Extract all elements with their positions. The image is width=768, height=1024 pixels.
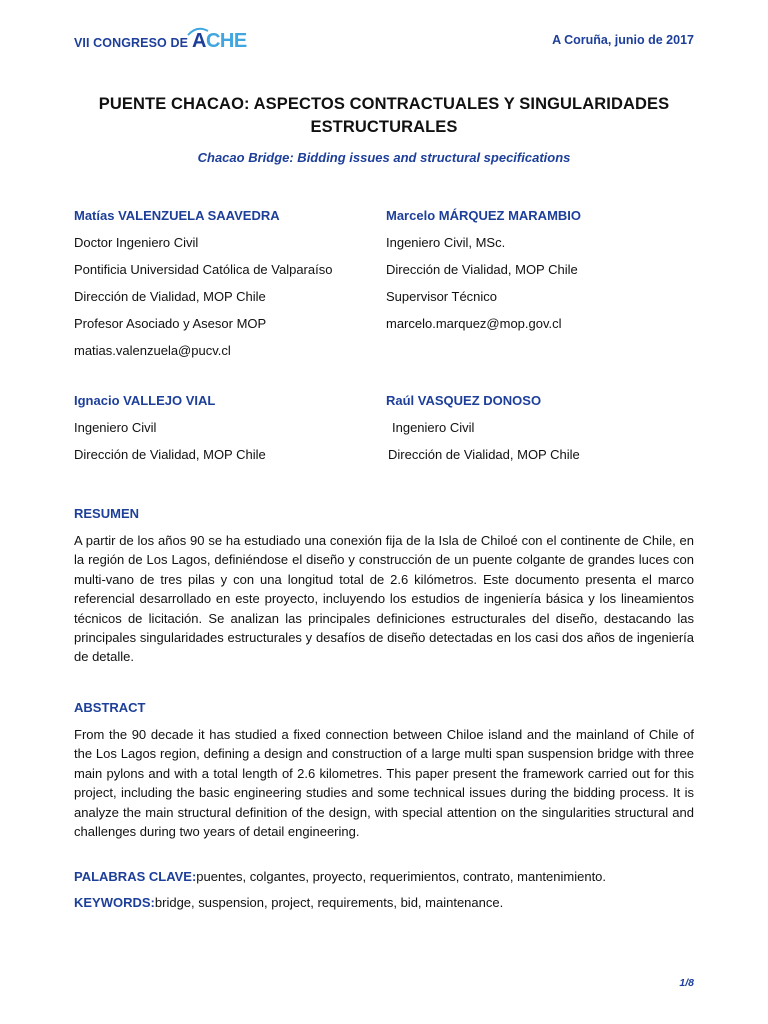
author-email: marcelo.marquez@mop.gov.cl [386, 316, 562, 331]
author-email: matias.valenzuela@pucv.cl [74, 343, 231, 358]
author-affiliation: Dirección de Vialidad, MOP Chile [74, 447, 266, 462]
location-date: A Coruña, junio de 2017 [552, 33, 694, 47]
author-block-3 [74, 387, 266, 468]
author-affiliation: Ingeniero Civil [74, 420, 157, 435]
author-block-4 [386, 387, 580, 468]
congress-label: VII CONGRESO DE [74, 35, 189, 50]
author-affiliation: Ingeniero Civil, MSc. [386, 235, 506, 250]
palabras-clave-label: PALABRAS CLAVE: [74, 869, 197, 884]
palabras-clave [74, 869, 606, 884]
author-affiliation: Dirección de Vialidad, MOP Chile [74, 289, 266, 304]
keywords [74, 895, 503, 910]
paper-subtitle: Chacao Bridge: Bidding issues and structural specifications [197, 150, 571, 165]
author-affiliation: Dirección de Vialidad, MOP Chile [388, 447, 580, 462]
author-name: Marcelo MÁRQUEZ MARAMBIO [386, 208, 582, 223]
keywords-value: bridge, suspension, project, requirements, bid, maintenance. [154, 895, 504, 910]
author-affiliation: Dirección de Vialidad, MOP Chile [386, 262, 578, 277]
page-number: 1/8 [679, 977, 694, 989]
palabras-clave-value: puentes, colgantes, proyecto, requerimientos, contrato, mantenimiento. [196, 869, 607, 884]
author-affiliation: Profesor Asociado y Asesor MOP [74, 316, 267, 331]
author-name: Ignacio VALLEJO VIAL [74, 393, 216, 408]
keywords-label: KEYWORDS: [74, 895, 155, 910]
author-block-1 [74, 202, 332, 364]
logo-swoosh-icon [187, 27, 209, 37]
author-affiliation: Ingeniero Civil [392, 420, 475, 435]
congress-header [74, 31, 247, 54]
resumen-heading: RESUMEN [74, 506, 140, 521]
ache-logo [192, 30, 247, 53]
logo-letters-che: CHE [205, 30, 247, 52]
paper-title: PUENTE CHACAO: ASPECTOS CONTRACTUALES Y SINGULARIDADES ESTRUCTURALES [98, 95, 670, 136]
author-affiliation: Supervisor Técnico [386, 289, 498, 304]
abstract-text: From the 90 decade it has studied a fixed connection between Chiloe island and the mainland of Chile of the Los Lagos region, defining a design and construction of a large multi span suspension bridge with three main pylons and with a total length of 2.6 kilometres. This paper present the framework carried out for this project, including the basic engineering studies and some technical issues during the bidding process. It is analyze the main structural definition of the design, with special attention on the singularities structural and challenges during two years of detail engineering. [74, 727, 694, 840]
author-name: Matías VALENZUELA SAAVEDRA [74, 208, 280, 223]
logo-letter-a: A [192, 30, 206, 52]
abstract-heading: ABSTRACT [74, 700, 146, 715]
author-affiliation: Doctor Ingeniero Civil [74, 235, 199, 250]
author-block-2 [386, 202, 581, 337]
resumen-text: A partir de los años 90 se ha estudiado una conexión fija de la Isla de Chiloé con el continente de Chile, en la región de Los Lagos, definiéndose el diseño y construcción de un puente colgante de grandes luces con multi-vano de tres pilas y con una longitud total de 2.6 kilómetros. Este documento presenta el marco referencial desarrollado en este proyecto, incluyendo los estudios de ingeniería básica y los lineamientos técnicos de licitación. Se analizan las principales definiciones estructurales del diseño, destacando las principales singularidades estructurales y desafíos de diseño detectadas en los casi dos años de ingeniería de detalle. [74, 533, 694, 665]
author-name: Raúl VASQUEZ DONOSO [386, 393, 542, 408]
author-affiliation: Pontificia Universidad Católica de Valparaíso [74, 262, 333, 277]
